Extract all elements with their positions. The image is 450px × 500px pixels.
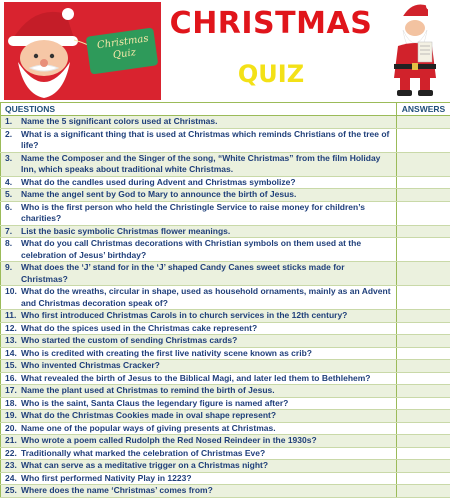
- question-text: Who started the custom of sending Christmas cards?: [21, 335, 238, 345]
- question-cell: [1, 189, 397, 202]
- answer-cell[interactable]: [397, 460, 450, 473]
- answer-cell[interactable]: [397, 472, 450, 485]
- santa-figure-icon: [384, 0, 446, 100]
- table-row: [1, 385, 450, 398]
- table-row: [1, 422, 450, 435]
- answer-cell[interactable]: [397, 225, 450, 238]
- question-text: Who invented Christmas Cracker?: [21, 360, 160, 370]
- question-cell: [1, 128, 397, 152]
- question-cell: [1, 152, 397, 176]
- question-text: Name the 5 significant colors used at Christmas.: [21, 116, 218, 126]
- question-text: What does the ‘J’ stand for in the ‘J’ shaped Candy Canes sweet sticks made for Christmas?: [21, 262, 345, 284]
- question-cell: [1, 322, 397, 335]
- question-cell: [1, 286, 397, 310]
- table-row: [1, 286, 450, 310]
- answer-cell[interactable]: [397, 322, 450, 335]
- question-text: Who wrote a poem called Rudolph the Red Nosed Reindeer in the 1930s?: [21, 435, 317, 445]
- answer-cell[interactable]: [397, 176, 450, 189]
- question-cell: [1, 397, 397, 410]
- table-row: [1, 347, 450, 360]
- question-number: 15.: [5, 360, 17, 370]
- answer-cell[interactable]: [397, 310, 450, 323]
- question-number: 9.: [5, 262, 13, 272]
- table-row: [1, 322, 450, 335]
- title-christmas: CHRISTMAS: [169, 6, 373, 41]
- question-cell: [1, 422, 397, 435]
- table-row: [1, 225, 450, 238]
- quiz-header: [0, 0, 450, 102]
- question-number: 14.: [5, 347, 17, 358]
- question-cell: [1, 485, 397, 498]
- christmas-quiz-banner: [4, 2, 161, 100]
- question-text: Who is credited with creating the first live nativity scene known as crib?: [21, 347, 312, 358]
- answer-cell[interactable]: [397, 116, 450, 129]
- question-number: 1.: [5, 116, 13, 126]
- table-row: [1, 262, 450, 286]
- question-number: 21.: [5, 435, 17, 445]
- answer-cell[interactable]: [397, 335, 450, 348]
- question-number: 25.: [5, 485, 17, 495]
- table-row: [1, 460, 450, 473]
- table-row: [1, 372, 450, 385]
- question-cell: [1, 372, 397, 385]
- table-row: [1, 472, 450, 485]
- table-row: [1, 447, 450, 460]
- question-text: Where does the name ‘Christmas’ comes from?: [21, 485, 213, 495]
- question-text: What revealed the birth of Jesus to the Biblical Magi, and later led them to Bethlehem?: [21, 372, 371, 383]
- question-cell: [1, 385, 397, 398]
- question-text: What do you call Christmas decorations with Christian symbols on them used at the celebration of Jesus’ birthday?: [21, 238, 362, 260]
- question-text: What do the wreaths, circular in shape, used as household ornaments, mainly as an Advent and Christmas decoration speak of?: [21, 286, 391, 308]
- question-number: 4.: [5, 176, 13, 187]
- question-cell: [1, 435, 397, 448]
- table-row: [1, 485, 450, 498]
- question-number: 17.: [5, 385, 17, 395]
- quiz-rows: [1, 116, 450, 498]
- question-number: 5.: [5, 189, 13, 199]
- question-text: Name the angel sent by God to Mary to announce the birth of Jesus.: [21, 189, 297, 199]
- answer-cell[interactable]: [397, 189, 450, 202]
- question-text: Who is the saint, Santa Claus the legendary figure is named after?: [21, 397, 289, 408]
- table-row: [1, 335, 450, 348]
- tag-line-2: Quiz: [112, 47, 137, 62]
- answer-cell[interactable]: [397, 286, 450, 310]
- answer-cell[interactable]: [397, 435, 450, 448]
- question-cell: [1, 472, 397, 485]
- table-row: [1, 410, 450, 423]
- answers-column-header: ANSWERS: [397, 103, 450, 116]
- answer-cell[interactable]: [397, 447, 450, 460]
- table-row: [1, 397, 450, 410]
- question-cell: [1, 460, 397, 473]
- question-number: 7.: [5, 225, 13, 236]
- table-header-row: [1, 103, 450, 116]
- table-row: [1, 152, 450, 176]
- question-text: What do the candles used during Advent and Christmas symbolize?: [21, 176, 296, 187]
- question-text: What is a significant thing that is used at Christmas which reminds Christians of the tree of life?: [21, 128, 390, 150]
- question-number: 8.: [5, 238, 13, 248]
- title-quiz: QUIZ: [237, 60, 305, 88]
- question-cell: [1, 238, 397, 262]
- answer-cell[interactable]: [397, 410, 450, 423]
- question-cell: [1, 176, 397, 189]
- table-row: [1, 128, 450, 152]
- answer-cell[interactable]: [397, 152, 450, 176]
- table-row: [1, 310, 450, 323]
- quiz-table-container: [0, 102, 450, 498]
- question-number: 13.: [5, 335, 17, 345]
- question-cell: [1, 347, 397, 360]
- question-number: 24.: [5, 472, 17, 483]
- answer-cell[interactable]: [397, 128, 450, 152]
- answer-cell[interactable]: [397, 397, 450, 410]
- question-text: Who first introduced Christmas Carols in to church services in the 12th century?: [21, 310, 348, 320]
- question-text: List the basic symbolic Christmas flower meanings.: [21, 225, 231, 236]
- question-number: 18.: [5, 397, 17, 408]
- answer-cell[interactable]: [397, 347, 450, 360]
- answer-cell[interactable]: [397, 422, 450, 435]
- question-text: Name the Composer and the Singer of the song, “White Christmas” from the film Holiday Inn, which speaks about traditional white Christmas.: [21, 152, 381, 174]
- question-cell: [1, 225, 397, 238]
- question-text: Name the plant used at Christmas to remind the birth of Jesus.: [21, 385, 275, 395]
- question-cell: [1, 116, 397, 129]
- question-cell: [1, 447, 397, 460]
- question-cell: [1, 360, 397, 373]
- answer-cell[interactable]: [397, 360, 450, 373]
- question-number: 16.: [5, 372, 17, 383]
- table-row: [1, 189, 450, 202]
- question-number: 3.: [5, 152, 13, 163]
- question-text: What do the Christmas Cookies made in oval shape represent?: [21, 410, 277, 420]
- question-number: 10.: [5, 286, 17, 296]
- table-row: [1, 116, 450, 129]
- question-number: 19.: [5, 410, 17, 420]
- question-cell: [1, 410, 397, 423]
- question-text: Traditionally what marked the celebration of Christmas Eve?: [21, 447, 266, 458]
- table-row: [1, 435, 450, 448]
- answer-cell[interactable]: [397, 262, 450, 286]
- quiz-table: [0, 102, 450, 498]
- table-row: [1, 360, 450, 373]
- question-cell: [1, 335, 397, 348]
- table-row: [1, 201, 450, 225]
- question-number: 22.: [5, 447, 17, 458]
- answer-cell[interactable]: [397, 485, 450, 498]
- question-number: 12.: [5, 322, 17, 333]
- answer-cell[interactable]: [397, 238, 450, 262]
- answer-cell[interactable]: [397, 385, 450, 398]
- table-row: [1, 176, 450, 189]
- question-text: Name one of the popular ways of giving presents at Christmas.: [21, 422, 276, 433]
- question-text: Who is the first person who held the Christingle Service to raise money for children’s charities?: [21, 201, 366, 223]
- question-cell: [1, 310, 397, 323]
- question-number: 20.: [5, 422, 17, 433]
- question-number: 11.: [5, 310, 17, 320]
- question-number: 23.: [5, 460, 17, 470]
- question-cell: [1, 201, 397, 225]
- tag-line-1: Christmas: [96, 33, 150, 52]
- questions-column-header: QUESTIONS: [1, 103, 397, 116]
- tag-label: [92, 33, 155, 65]
- question-text: What can serve as a meditative trigger on a Christmas night?: [21, 460, 269, 470]
- question-number: 6.: [5, 201, 13, 212]
- answer-cell[interactable]: [397, 372, 450, 385]
- question-text: Who first performed Nativity Play in 1223?: [21, 472, 192, 483]
- table-row: [1, 238, 450, 262]
- answer-cell[interactable]: [397, 201, 450, 225]
- question-text: What do the spices used in the Christmas cake represent?: [21, 322, 258, 333]
- question-cell: [1, 262, 397, 286]
- question-number: 2.: [5, 128, 13, 139]
